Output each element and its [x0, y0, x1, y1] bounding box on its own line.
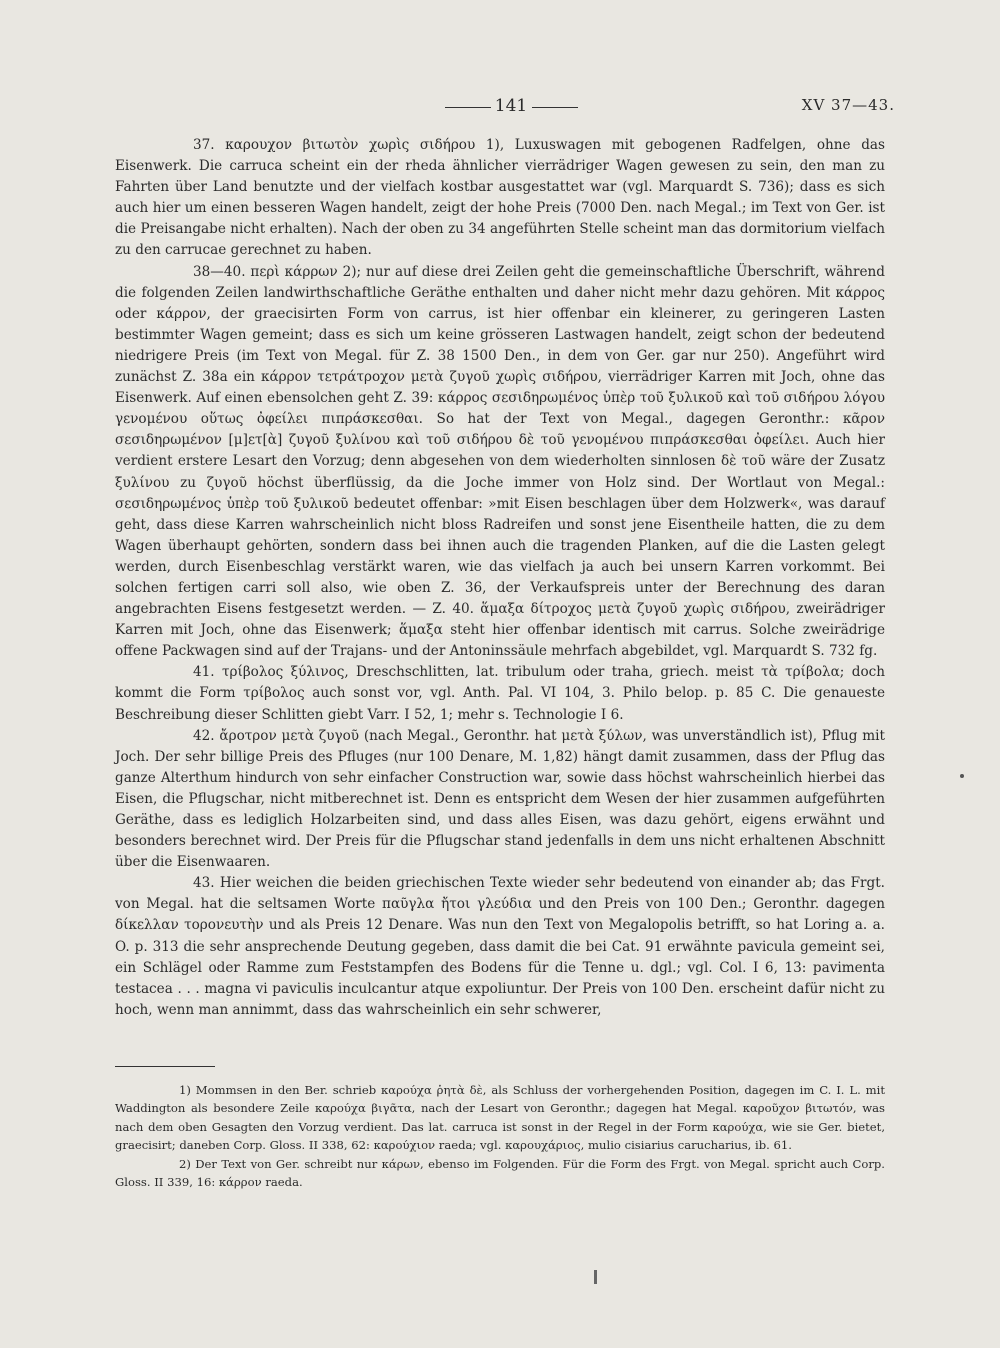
paragraph-37: 37. καρουχον βιτωτὸν χωρὶς σιδήρου 1), Luxuswagen mit gebogenen Radfelgen, ohne das Eisenwerk. Die carruca scheint ein der rheda ähnlicher vierrädriger Wagen gewesen zu sein, den man zu Fahrten über Land benutzte und der vielfach kostbar ausgestattet war (vgl. Marquardt S. 736); dass es sich auch hier um einen besseren Wagen handelt, zeigt der hohe Preis (7000 Den. nach Megal.; im Text von Ger. ist die Preisangabe nicht erhalten). Nach der oben zu 34 angeführten Stelle scheint man das dormitorium vielfach zu den carrucae gerechnet zu haben.	[115, 137, 885, 259]
margin-speck	[960, 774, 964, 778]
page-number: 141	[494, 96, 528, 116]
main-text	[115, 135, 885, 1021]
header-rule-right	[532, 107, 578, 108]
footnotes	[115, 1081, 885, 1191]
paper-mark	[594, 1270, 597, 1284]
footnote-2: 2) Der Text von Ger. schreibt nur κάρων, ebenso im Folgenden. Für die Form des Frgt. von Megal. spricht auch Corp. Gloss. II 339, 16: κάρρον raeda.	[115, 1156, 885, 1190]
paragraph-41: 41. τρίβολος ξύλινος, Dreschschlitten, lat. tribulum oder traha, griech. meist τὰ τρίβολα; doch kommt die Form τρίβολος auch sonst vor, vgl. Anth. Pal. VI 104, 3. Philo belop. p. 85 C. Die genaueste Beschreibung dieser Schlitten giebt Varr. I 52, 1; mehr s. Technologie I 6.	[115, 664, 885, 723]
paragraph-43: 43. Hier weichen die beiden griechischen Texte wieder sehr bedeutend von einander ab; das Frgt. von Megal. hat die seltsamen Worte παῦγλα ἤτοι γλεύδια und den Preis von 100 Den.; Geronthr. dagegen δίκελλαν τορονευτὴν und als Preis 12 Denare. Was nun den Text von Megalopolis betrifft, so hat Loring a. a. O. p. 313 die sehr ansprechende Deutung gegeben, dass damit die bei Cat. 91 erwähnte pavicula gemeint sei, ein Schlägel oder Ramme zum Feststampfen des Bodens für die Tenne u. dgl.; vgl. Col. I 6, 13: pavimenta testacea . . . magna vi paviculis inculcantur atque expoliuntur. Der Preis von 100 Den. erscheint dafür nicht zu hoch, wenn man annimmt, dass das wahrscheinlich ein sehr schwerer,	[115, 875, 885, 1018]
section-reference: XV 37—43.	[801, 96, 895, 114]
paragraph-38-40: 38—40. περὶ κάρρων 2); nur auf diese drei Zeilen geht die gemeinschaftliche Überschrift, während die folgenden Zeilen landwirthschaftliche Geräthe enthalten und daher nicht mehr dazu gehören. Mit κάρρος oder κάρρον, der graecisirten Form von carrus, ist hier offenbar ein kleinerer, zu geringeren Lasten bestimmter Wagen gemeint; dass es sich um keine grösseren Lastwagen handelt, zeigt schon der bedeutend niedrigere Preis (im Text von Megal. für Z. 38 1500 Den., in dem von Ger. gar nur 250). Angeführt wird zunächst Z. 38a ein κάρρον τετράτροχον μετὰ ζυγοῦ χωρὶς σιδήρου, vierrädriger Karren mit Joch, ohne das Eisenwerk. Auf einen ebensolchen geht Z. 39: κάρρος σεσιδηρωμένος ὑπὲρ τοῦ ξυλικοῦ καὶ τοῦ σιδήρου λόγου γενομένου οὕτως ὀφείλει πιπράσκεσθαι. So hat der Text von Megal., dagegen Geronthr.: κᾶρον σεσιδηρωμένον [μ]ετ[ὰ] ζυγοῦ ξυλίνου καὶ τοῦ σιδήρου δὲ τοῦ γενομένου πιπράσκεσθαι ὀφείλει. Auch hier verdient erstere Lesart den Vorzug; denn abgesehen von dem wiederholten sinnlosen δὲ τοῦ wäre der Zusatz ξυλίνου zu ζυγοῦ höchst überflüssig, da die Joche immer von Holz sind. Der Wortlaut von Megal.: σεσιδηρωμένος ὑπὲρ τοῦ ξυλικοῦ bedeutet offenbar: »mit Eisen beschlagen über dem Holzwerk«, was darauf geht, dass diese Karren wahrscheinlich nicht bloss Radreifen und sonst jene Eisentheile hatten, die zu dem Wagen überhaupt gehörten, sondern dass bei ihnen auch die tragenden Planken, auf die die Lasten gelegt werden, durch Eisenbeschlag verstärkt waren, wie das vielfach ja auch bei unsern Karren vorkommt. Bei solchen fertigen carri soll also, wie oben Z. 36, der Verkaufspreis unter der Berechnung des daran angebrachten Eisens festgesetzt werden. — Z. 40. ἅμαξα δίτροχος μετὰ ζυγοῦ χωρὶς σιδήρου, zweirädriger Karren mit Joch, ohne das Eisenwerk; ἅμαξα steht hier offenbar identisch mit carrus. Solche zweirädrige offene Packwagen sind auf der Trajans- und der Antoninssäule mehrfach abgebildet, vgl. Marquardt S. 732 fg.	[115, 263, 885, 660]
footnote-1: 1) Mommsen in den Ber. schrieb καρούχα ῥητὰ δὲ, als Schluss der vorhergehenden Position, dagegen im C. I. L. mit Waddington als besondere Zeile καρούχα βιγᾶτα, nach der Lesart von Geronthr.; dagegen hat Megal. καροῦχον βιτωτόν, was nach dem oben Gesagten den Vorzug verdient. Das lat. carruca ist sonst in der Regel in der Form καρούχα, wie sie Ger. bietet, graecisirt; daneben Corp. Gloss. II 338, 62: καρούχιον raeda; vgl. καρουχάριος, mulio cisiarius carucharius, ib. 61.	[115, 1083, 885, 1153]
header-rule-left	[445, 107, 491, 108]
paragraph-42: 42. ἄροτρον μετὰ ζυγοῦ (nach Megal., Geronthr. hat μετὰ ξύλων, was unverständlich ist), Pflug mit Joch. Der sehr billige Preis des Pfluges (nur 100 Denare, M. 1,82) hängt damit zusammen, dass der Pflug das ganze Alterthum hindurch von sehr einfacher Construction war, sowie dass höchst wahrscheinlich hierbei das Eisen, die Pflugschar, nicht mitberechnet ist. Denn es entspricht dem Wesen der hier zusammen aufgeführten Geräthe, dass es lediglich Holzarbeiten sind, und dass alles Eisen, was dazu gehört, eigens erwähnt und besonders berechnet wird. Der Preis für die Pflugschar stand jedenfalls in dem uns nicht erhaltenen Abschnitt über die Eisenwaaren.	[115, 727, 885, 871]
running-header	[115, 96, 895, 120]
footnote-rule	[115, 1066, 215, 1067]
